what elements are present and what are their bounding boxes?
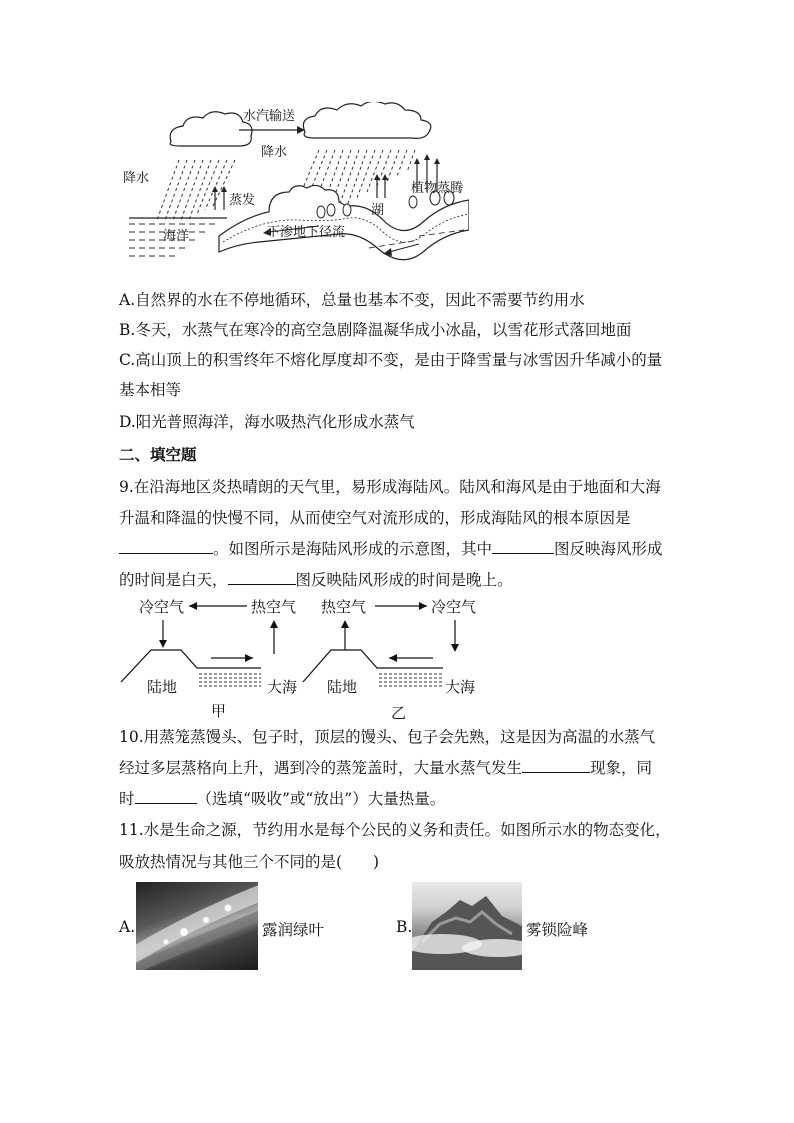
label-lake: 湖 xyxy=(371,203,385,218)
water-cycle-figure xyxy=(119,102,469,272)
q9-line2: 升温和降温的快慢不同，从而使空气对流形成的，形成海陆风的根本原因是 xyxy=(119,509,631,527)
q8-option-c-line2: 基本相等 xyxy=(119,381,182,399)
right-cold-air-label: 冷空气 xyxy=(431,598,477,616)
q9-line3 xyxy=(119,539,663,559)
q8-option-d: D.阳光普照海洋，海水吸热汽化形成水蒸气 xyxy=(119,413,415,431)
q10-line2 xyxy=(119,758,652,778)
cloud-right xyxy=(303,102,430,138)
q10-line1: 10.用蒸笼蒸馒头、包子时，顶层的馒头、包子会先熟，这是因为高温的水蒸气 xyxy=(119,728,656,746)
left-cold-air-label: 冷空气 xyxy=(139,598,185,616)
left-land-label: 陆地 xyxy=(147,678,178,696)
answer-blank-q9-land-breeze[interactable] xyxy=(228,570,296,585)
q9-line3-text-b: 图反映海风形成 xyxy=(554,540,663,558)
sea-land-breeze-figure xyxy=(119,592,489,722)
q8-option-a: A.自然界的水在不停地循环，总量也基本不变，因此不需要节约用水 xyxy=(119,291,585,309)
answer-blank-q9-sea-breeze[interactable] xyxy=(492,539,554,554)
q9-line3-text-a: 。如图所示是海陆风形成的示意图，其中 xyxy=(213,540,493,558)
q9-line4 xyxy=(119,570,513,590)
q9-line1: 9.在沿海地区炎热晴朗的天气里，易形成海陆风。陆风和海风是由于地面和大海 xyxy=(119,478,661,496)
label-plant-transpiration: 植物蒸腾 xyxy=(411,181,464,196)
q8-option-c-line1: C.高山顶上的积雪终年不熔化厚度却不变，是由于降雪量与冰雪因升华减小的量 xyxy=(119,351,663,369)
label-ocean: 海洋 xyxy=(163,229,190,244)
cloud-left xyxy=(170,112,252,146)
answer-blank-q9-reason[interactable] xyxy=(119,539,213,554)
answer-blank-q10-heat[interactable] xyxy=(135,789,197,804)
right-land-label: 陆地 xyxy=(327,678,358,696)
q11-option-a-caption: 露润绿叶 xyxy=(262,921,325,939)
q10-line3-text-a: 时 xyxy=(119,790,135,808)
right-hot-air-label: 热空气 xyxy=(321,598,367,616)
q10-line2-text-a: 经过多层蒸格向上升，遇到冷的蒸笼盖时，大量水蒸气发生 xyxy=(119,759,523,777)
label-vapor-transport: 水汽输送 xyxy=(243,109,296,124)
q11-line1: 11.水是生命之源，节约用水是每个公民的义务和责任。如图所示水的物态变化， xyxy=(119,821,671,839)
q11-option-b-caption: 雾锁险峰 xyxy=(526,921,589,939)
q9-line4-text-b: 图反映陆风形成的时间是晚上。 xyxy=(295,571,513,589)
label-seepage: 下渗地下径流 xyxy=(267,225,346,240)
answer-blank-q10-phenomenon[interactable] xyxy=(522,758,590,773)
caption-yi: 乙 xyxy=(391,704,407,722)
q10-line2-text-b: 现象，同 xyxy=(590,759,653,777)
left-sea-label: 大海 xyxy=(267,678,298,696)
q11-option-b-letter: B. xyxy=(396,918,413,936)
label-evaporation: 蒸发 xyxy=(229,193,256,208)
fog-peak-image xyxy=(412,882,522,970)
section-title: 二、填空题 xyxy=(119,445,197,464)
q8-option-b: B.冬天，水蒸气在寒冷的高空急剧降温凝华成小冰晶，以雪花形式落回地面 xyxy=(119,321,632,339)
q9-line4-text-a: 的时间是白天， xyxy=(119,571,228,589)
q11-line2: 吸放热情况与其他三个不同的是( ) xyxy=(119,853,380,871)
label-precip-right: 降水 xyxy=(261,145,288,160)
caption-jia: 甲 xyxy=(211,702,227,720)
right-sea-label: 大海 xyxy=(445,678,476,696)
q10-line3-text-b: （选填“吸收”或“放出”）大量热量。 xyxy=(196,790,446,808)
left-hot-air-label: 热空气 xyxy=(251,598,297,616)
q11-option-a-letter: A. xyxy=(119,918,136,936)
label-precip-left: 降水 xyxy=(123,171,150,186)
dew-leaf-image xyxy=(136,882,258,970)
q10-line3 xyxy=(119,789,445,809)
